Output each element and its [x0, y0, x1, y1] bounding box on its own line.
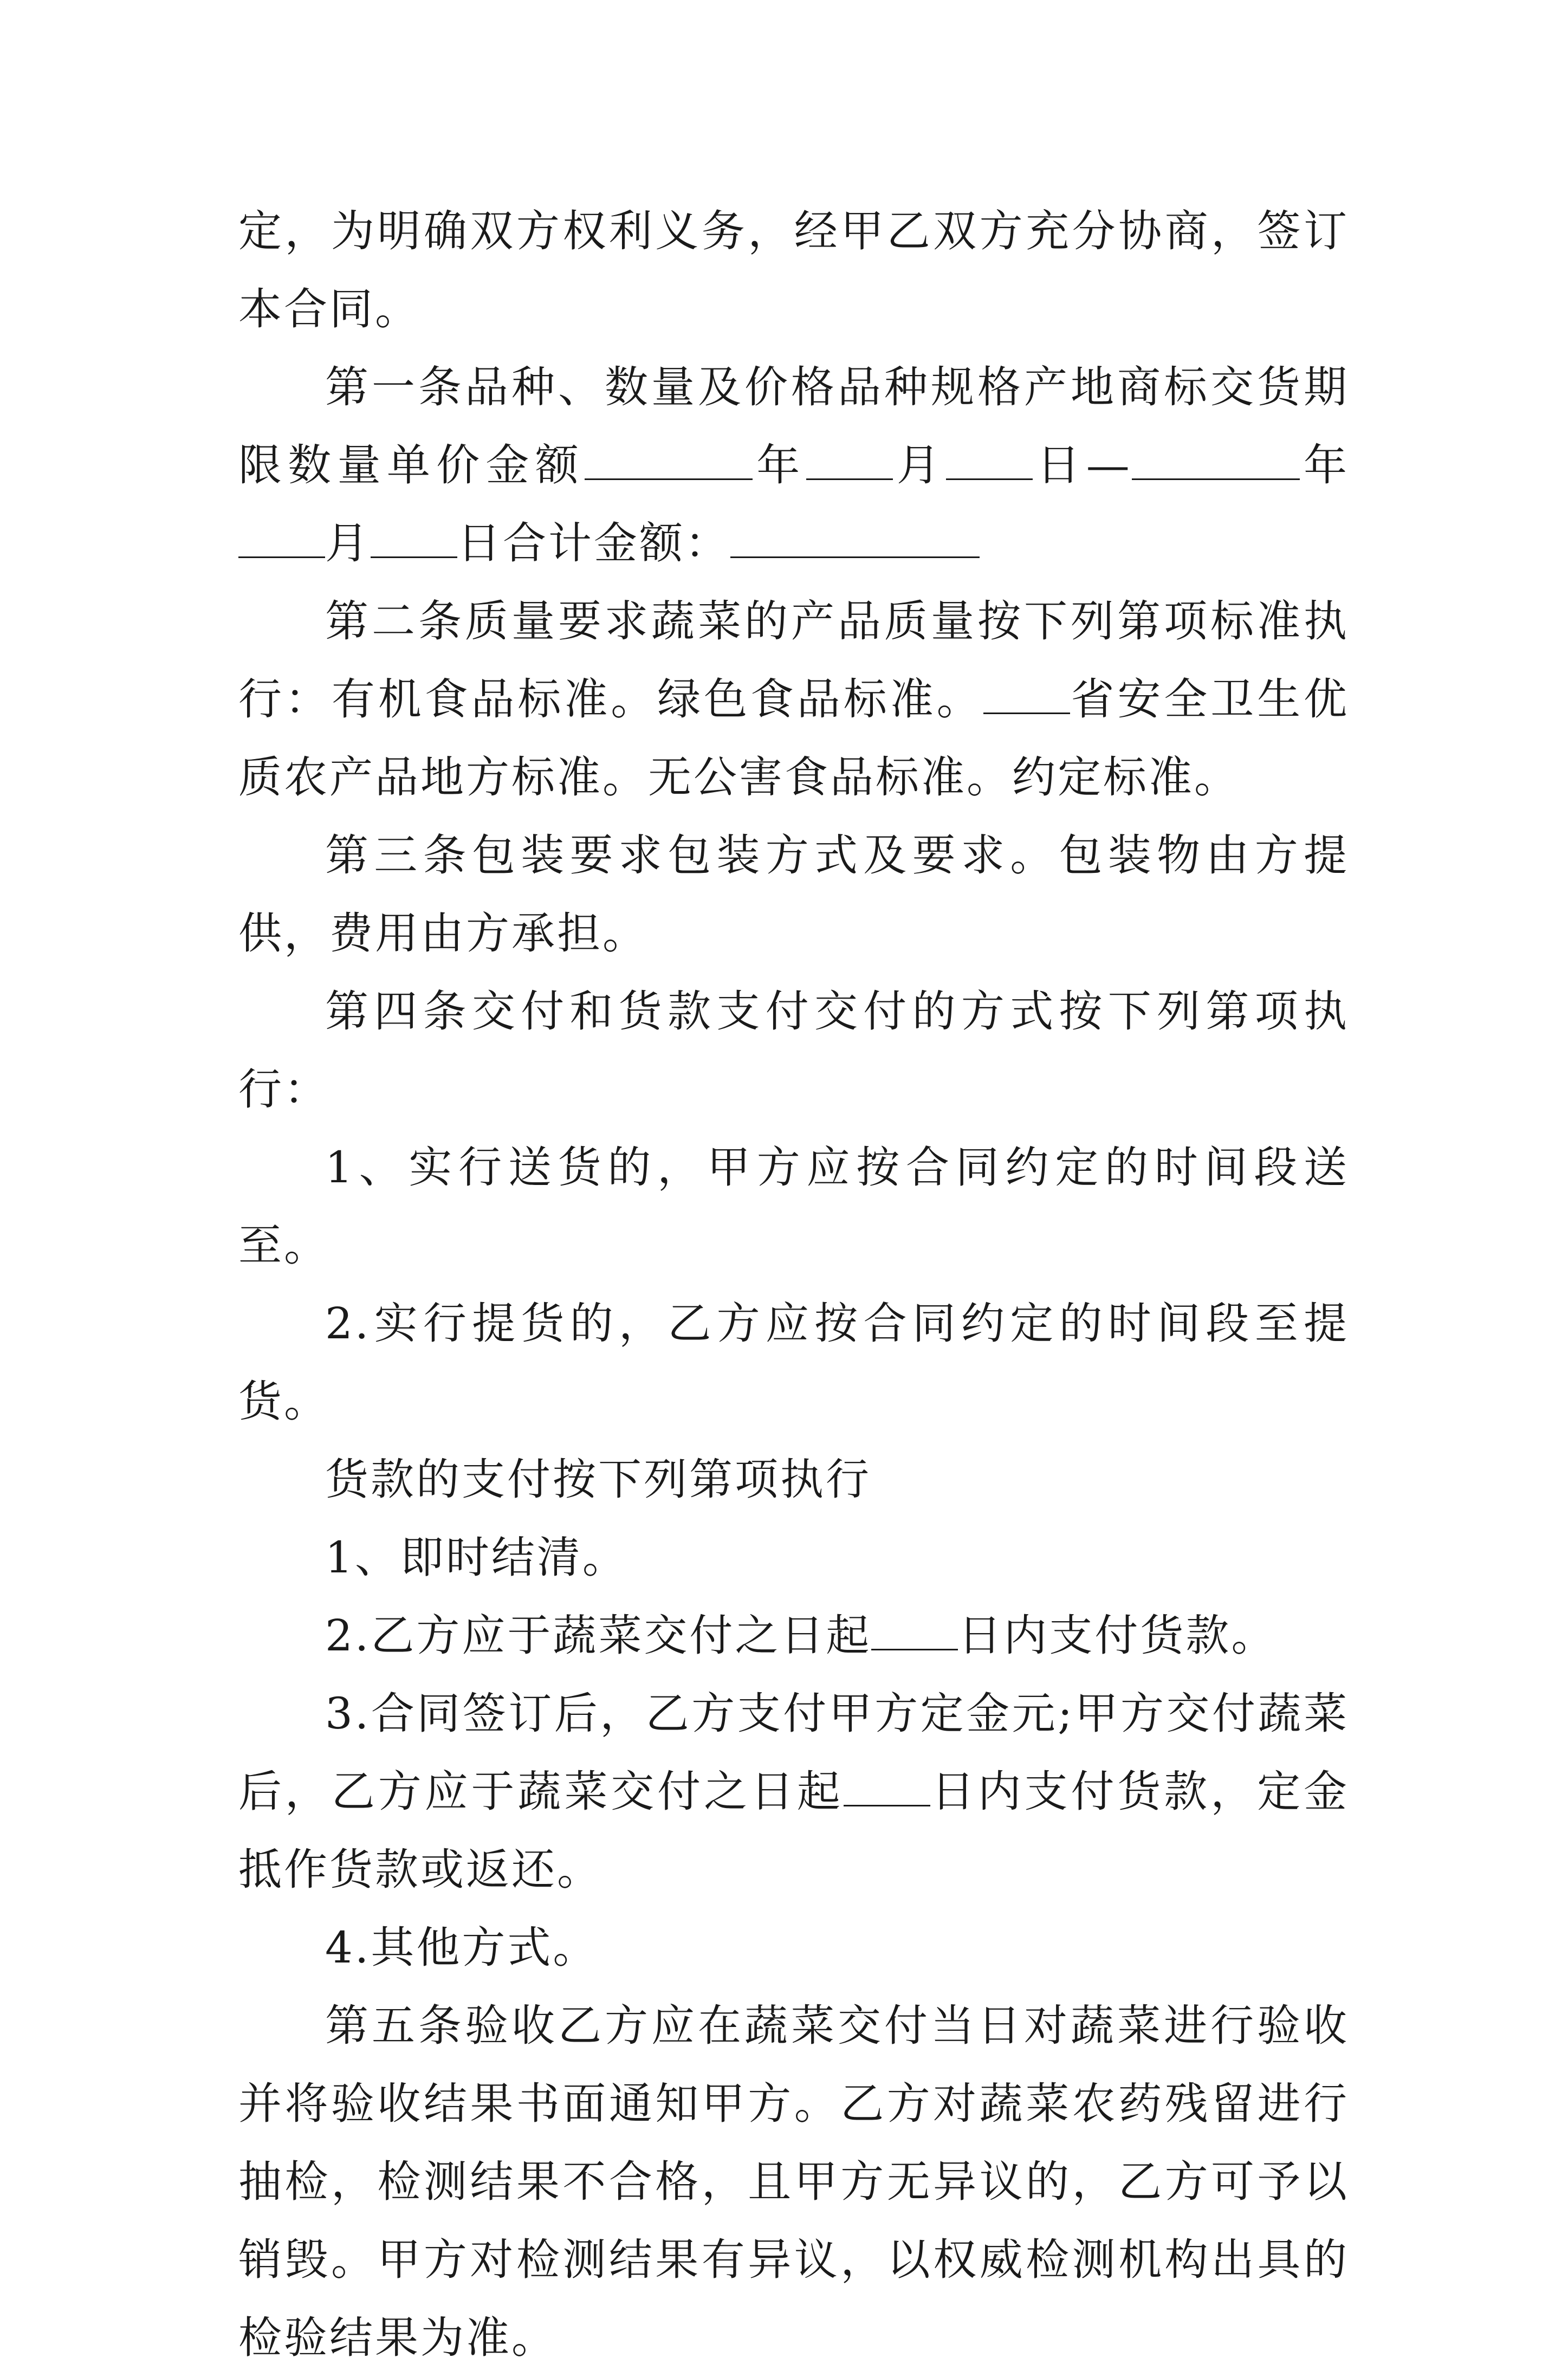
paragraph-text: 第三条包装要求包装方式及要求。包装物由方提供，费用由方承担。 — [238, 830, 1349, 958]
paragraph-text: 1、即时结清。 — [325, 1532, 628, 1583]
text-month-end: 月 — [325, 518, 371, 568]
paragraph-article-3 — [238, 817, 1349, 973]
blank-month-end[interactable] — [238, 517, 325, 558]
text-year-end: 年 — [1299, 440, 1350, 490]
blank-province[interactable] — [983, 673, 1070, 714]
paragraph-article-2 — [238, 582, 1349, 817]
text-month: 月 — [892, 440, 947, 490]
paragraph-text: 定，为明确双方权利义务，经甲乙双方充分协商，签订本合同。 — [238, 206, 1349, 334]
paragraph-text: 省安全卫生优质农产品地方标准。无公害食品标准。约定标准。 — [238, 674, 1350, 802]
blank-day-end[interactable] — [371, 517, 457, 558]
paragraph-text: 3.合同签订后，乙方支付甲方定金元;甲方交付蔬菜后，乙方应于蔬菜交付之日起 — [238, 1688, 1349, 1817]
paragraph-payment-option-3 — [238, 1675, 1349, 1909]
paragraph-payment-option-1 — [238, 1519, 1349, 1597]
paragraph-text: 货款的支付按下列第项执行 — [325, 1454, 871, 1505]
paragraph-text: 1、实行送货的，甲方应按合同约定的时间段送至。 — [238, 1142, 1349, 1271]
paragraph-text: 第一条品种、数量及价格品种规格产地商标交货期限数量单价金额 — [238, 362, 1349, 490]
blank-day-start[interactable] — [946, 439, 1033, 480]
paragraph-payment-option-4 — [238, 1909, 1349, 1987]
blank-year-end[interactable] — [1132, 439, 1300, 480]
paragraph-delivery-option-1 — [238, 1129, 1349, 1285]
paragraph-article-1 — [238, 348, 1349, 582]
paragraph-article-4 — [238, 973, 1349, 1129]
blank-payment-days-deposit[interactable] — [844, 1766, 930, 1806]
paragraph-contract-intro-continued — [238, 192, 1349, 348]
paragraph-text: 2.乙方应于蔬菜交付之日起 — [325, 1610, 872, 1661]
paragraph-text: 第四条交付和货款支付交付的方式按下列第项执行： — [238, 986, 1349, 1115]
paragraph-payment-heading — [238, 1441, 1349, 1519]
blank-month-start[interactable] — [806, 439, 893, 480]
blank-amount[interactable] — [585, 439, 753, 480]
paragraph-delivery-option-2 — [238, 1285, 1349, 1441]
document-body — [238, 192, 1349, 2377]
text-day-dash: 日— — [1033, 440, 1132, 490]
blank-total-amount[interactable] — [730, 517, 980, 558]
paragraph-text: 第二条质量要求蔬菜的产品质量按下列第项标准执行：有机食品标准。绿色食品标准。 — [238, 596, 1349, 724]
paragraph-text: 4.其他方式。 — [325, 1922, 599, 1973]
text-total-amount-label: 日合计金额： — [457, 518, 730, 568]
paragraph-text: 2.实行提货的，乙方应按合同约定的时间段至提货。 — [238, 1298, 1349, 1427]
paragraph-text: 第五条验收乙方应在蔬菜交付当日对蔬菜进行验收并将验收结果书面通知甲方。乙方对蔬菜农药残留进行抽检，检测结果不合格，且甲方无异议的，乙方可予以销毁。甲方对检测结果有异议，以权威检测机构出具的检验结果为准。 — [238, 2000, 1349, 2363]
paragraph-text: 日内支付货款。 — [958, 1610, 1277, 1661]
paragraph-text: 日内支付货款，定金抵作货款或返还。 — [238, 1766, 1350, 1895]
paragraph-article-5 — [238, 1987, 1349, 2377]
paragraph-payment-option-2 — [238, 1597, 1349, 1675]
text-year: 年 — [753, 440, 806, 490]
blank-payment-days[interactable] — [871, 1610, 958, 1650]
